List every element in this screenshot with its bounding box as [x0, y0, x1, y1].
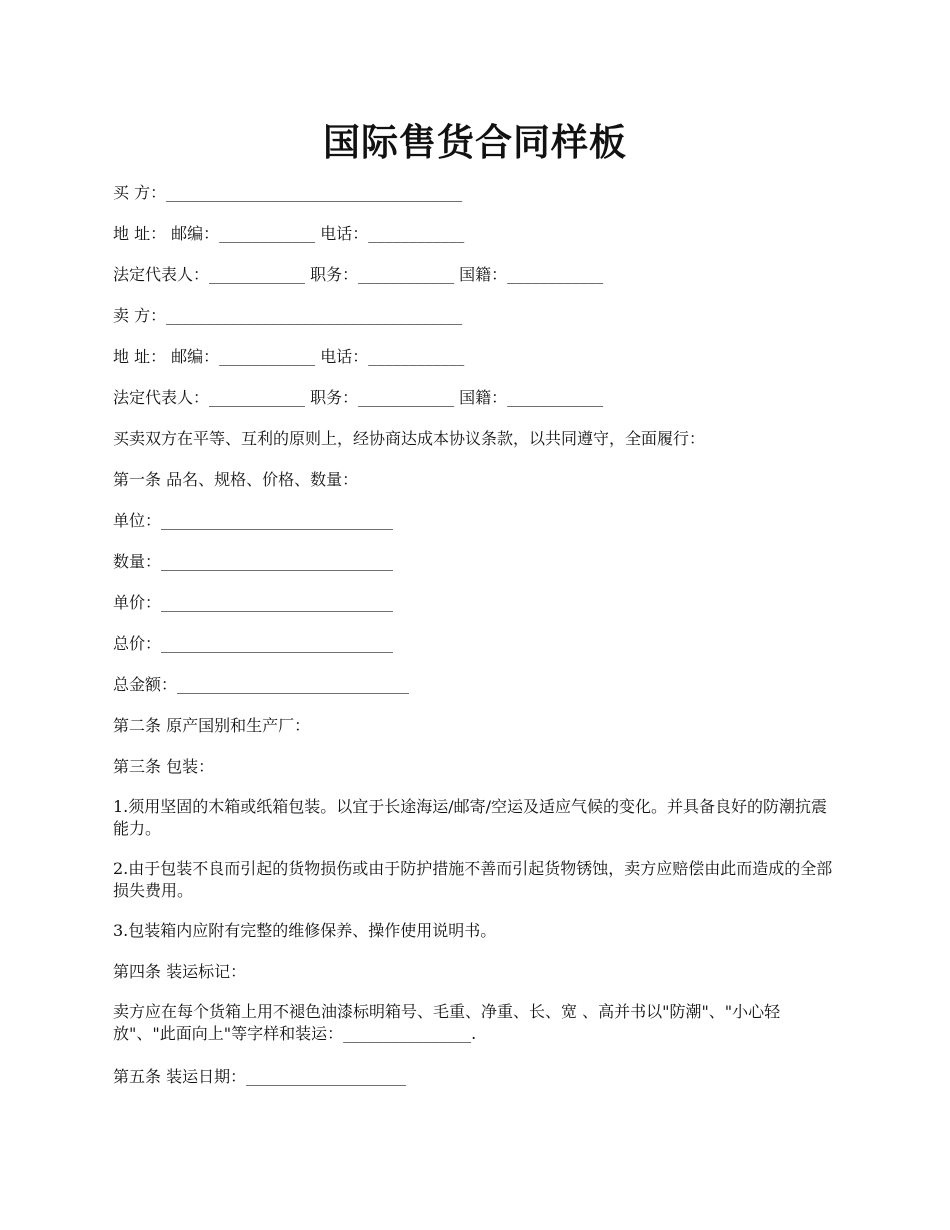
agreement-intro: 买卖双方在平等、互利的原则上，经协商达成本协议条款，以共同遵守，全面履行：	[113, 429, 706, 448]
buyer-address-line: 地 址： 邮编：____________ 电话：____________	[113, 224, 465, 243]
total-price-field: 总价：_____________________________	[113, 634, 394, 653]
article-4-heading: 第四条 装运标记：	[113, 962, 247, 981]
seller-address-line: 地 址： 邮编：____________ 电话：____________	[113, 347, 465, 366]
marking-clause: 卖方应在每个货箱上用不褪色油漆标明箱号、毛重、净重、长、宽 、高并书以"防潮"、"小心轻放"、"此面向上"等字样和装运：________________.	[113, 1002, 781, 1043]
seller-representative-line: 法定代表人：____________ 职务：____________ 国籍：____________	[113, 388, 604, 407]
buyer-representative-line: 法定代表人：____________ 职务：____________ 国籍：____________	[113, 265, 604, 284]
article-5-heading: 第五条 装运日期：____________________	[113, 1067, 407, 1086]
quantity-field: 数量：_____________________________	[113, 552, 394, 571]
unit-field: 单位：_____________________________	[113, 511, 394, 530]
seller-line: 卖 方：_____________________________________	[113, 306, 463, 325]
document-title: 国际售货合同样板	[323, 120, 627, 164]
packing-clause-3: 3.包装箱内应附有完整的维修保养、操作使用说明书。	[113, 921, 497, 940]
unit-price-field: 单价：_____________________________	[113, 593, 394, 612]
packing-clause-2: 2.由于包装不良而引起的货物损伤或由于防护措施不善而引起货物锈蚀，卖方应赔偿由此而造成的全部损失费用。	[113, 859, 833, 900]
article-2-heading: 第二条 原产国别和生产厂：	[113, 716, 311, 735]
article-1-heading: 第一条 品名、规格、价格、数量：	[113, 470, 359, 489]
packing-clause-1: 1.须用坚固的木箱或纸箱包装。以宜于长途海运/邮寄/空运及适应气候的变化。并具备良好的防潮抗震能力。	[113, 797, 828, 838]
article-3-heading: 第三条 包装：	[113, 757, 215, 776]
total-amount-field: 总金额：_____________________________	[113, 675, 410, 694]
buyer-line: 买 方：_____________________________________	[113, 183, 463, 202]
